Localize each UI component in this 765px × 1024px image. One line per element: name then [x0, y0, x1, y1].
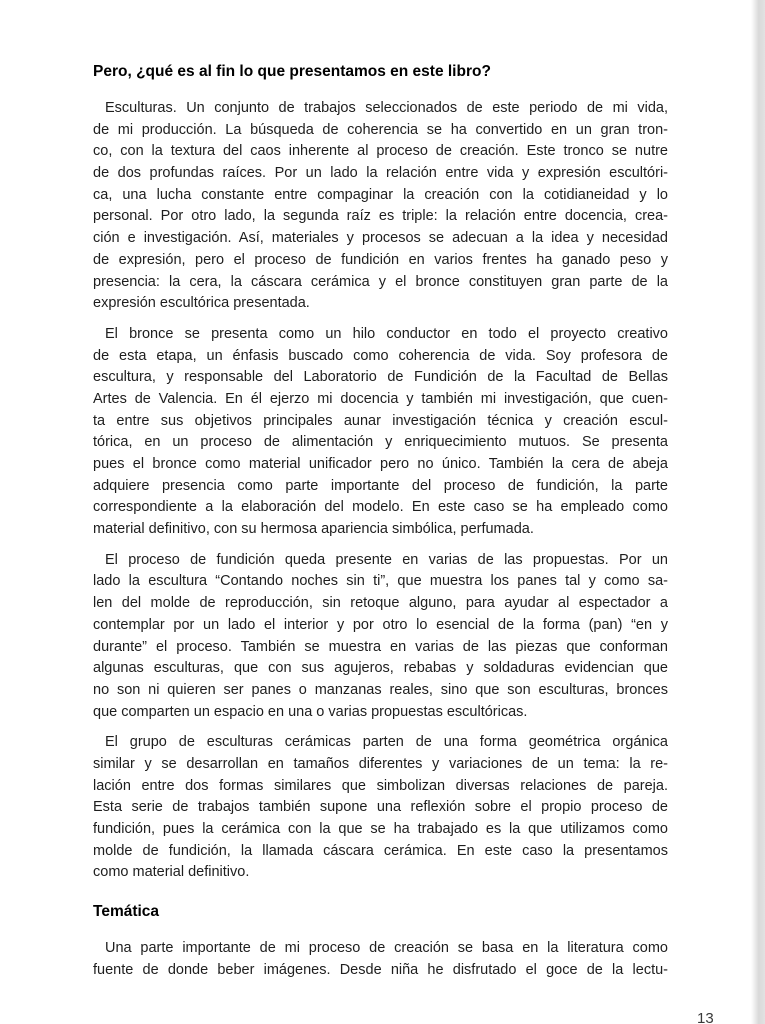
text-line: de mi producción. La búsqueda de coherencia se ha convertido en un gran tron- [93, 121, 668, 138]
text-line: tórica, en un proceso de alimentación y enriquecimiento mutuos. Se presenta [93, 434, 668, 451]
text-line: de esta etapa, un énfasis buscado como coherencia de vida. Soy profesora de [93, 347, 668, 364]
text-line: pues el bronce como material unificador pero no único. También la cera de abeja [93, 456, 668, 472]
text-line: que comparten un espacio en una o varias propuestas escultóricas. [93, 703, 528, 720]
text-line: no son ni quieren ser panes o manzanas reales, sino que son esculturas, bronces [93, 681, 668, 698]
text-line: Una parte importante de mi proceso de creación se basa en la literatura como [105, 940, 668, 957]
text-line: de expresión, pero el proceso de fundición en varios frentes ha ganado peso y [93, 251, 668, 268]
paragraph [93, 98, 668, 315]
text-line: ca, una lucha constante entre compaginar la creación con la cotidianeidad y lo [93, 186, 668, 203]
text-line: fundición, pues la cerámica con la que se ha trabajado es la que utilizamos como [93, 821, 668, 837]
text-line: Esculturas. Un conjunto de trabajos seleccionados de este periodo de mi vida, [105, 100, 668, 116]
paragraph [93, 938, 668, 981]
paragraph [93, 732, 668, 884]
text-line: El bronce se presenta como un hilo conductor en todo el proyecto creativo [105, 325, 668, 342]
text-line: len del molde de reproducción, sin retoque alguno, para ayudar al espectador a [93, 595, 668, 612]
text-line: Artes de Valencia. En él ejerzo mi docencia y también mi investigación, que cuen- [93, 390, 668, 407]
text-line: de dos profundas raíces. Por un lado la relación entre vida y expresión escultóri- [93, 165, 668, 182]
text-line: como material definitivo. [93, 864, 250, 881]
paragraph [93, 550, 668, 724]
page-edge-strip [751, 0, 765, 1024]
text-line: co, con la textura del caos inherente al proceso de creación. Este tronco se nutre [93, 143, 668, 160]
section-heading-tematica: Temática [93, 903, 160, 921]
text-line: Esta serie de trabajos también supone una reflexión sobre el propio proceso de [93, 799, 668, 816]
text-line: material definitivo, con su hermosa apariencia simbólica, perfumada. [93, 521, 534, 538]
text-line: presencia: la cera, la cáscara cerámica y el bronce constituyen gran parte de la [93, 273, 668, 290]
section-heading-intro: Pero, ¿qué es al fin lo que presentamos en este libro? [93, 63, 491, 80]
paragraph [93, 324, 668, 541]
text-line: escultura, y responsable del Laboratorio de Fundición de la Facultad de Bellas [93, 369, 668, 386]
text-line: ta entre sus objetivos principales aunar investigación técnica y creación escul- [93, 412, 668, 429]
text-line: ción e investigación. Así, materiales y procesos se adecuan a la idea y necesidad [93, 230, 668, 247]
text-line: El proceso de fundición queda presente en varias de las propuestas. Por un [105, 551, 668, 568]
text-line: algunas esculturas, que con sus agujeros, rebabas y soldaduras evidencian que [93, 660, 668, 677]
text-line: fuente de donde beber imágenes. Desde niña he disfrutado el goce de la lectu- [93, 961, 668, 978]
text-line: similar y se desarrollan en tamaños diferentes y variaciones de un tema: la re- [93, 755, 668, 772]
text-line: El grupo de esculturas cerámicas parten de una forma geométrica orgánica [105, 734, 668, 751]
text-line: personal. Por otro lado, la segunda raíz es triple: la relación entre docencia, crea- [93, 208, 668, 225]
page-number: 13 [697, 1010, 714, 1024]
text-line: correspondiente a la elaboración del modelo. En este caso se ha empleado como [93, 499, 668, 516]
text-line: contemplar por un lado el interior y por otro lo esencial de la forma (pan) “en y [93, 616, 668, 633]
text-line: lado la escultura “Contando noches sin ti”, que muestra los panes tal y como sa- [93, 573, 668, 590]
page-content [93, 61, 668, 990]
text-line: adquiere presencia como parte importante del proceso de fundición, la parte [93, 477, 668, 494]
text-line: lación entre dos formas similares que simbolizan diversas relaciones de pareja. [93, 777, 668, 794]
text-line: durante” el proceso. También se muestra en varias de las piezas que conforman [93, 638, 668, 655]
text-line: expresión escultórica presentada. [93, 295, 310, 312]
text-line: molde de fundición, la llamada cáscara cerámica. En este caso la presentamos [93, 842, 668, 859]
